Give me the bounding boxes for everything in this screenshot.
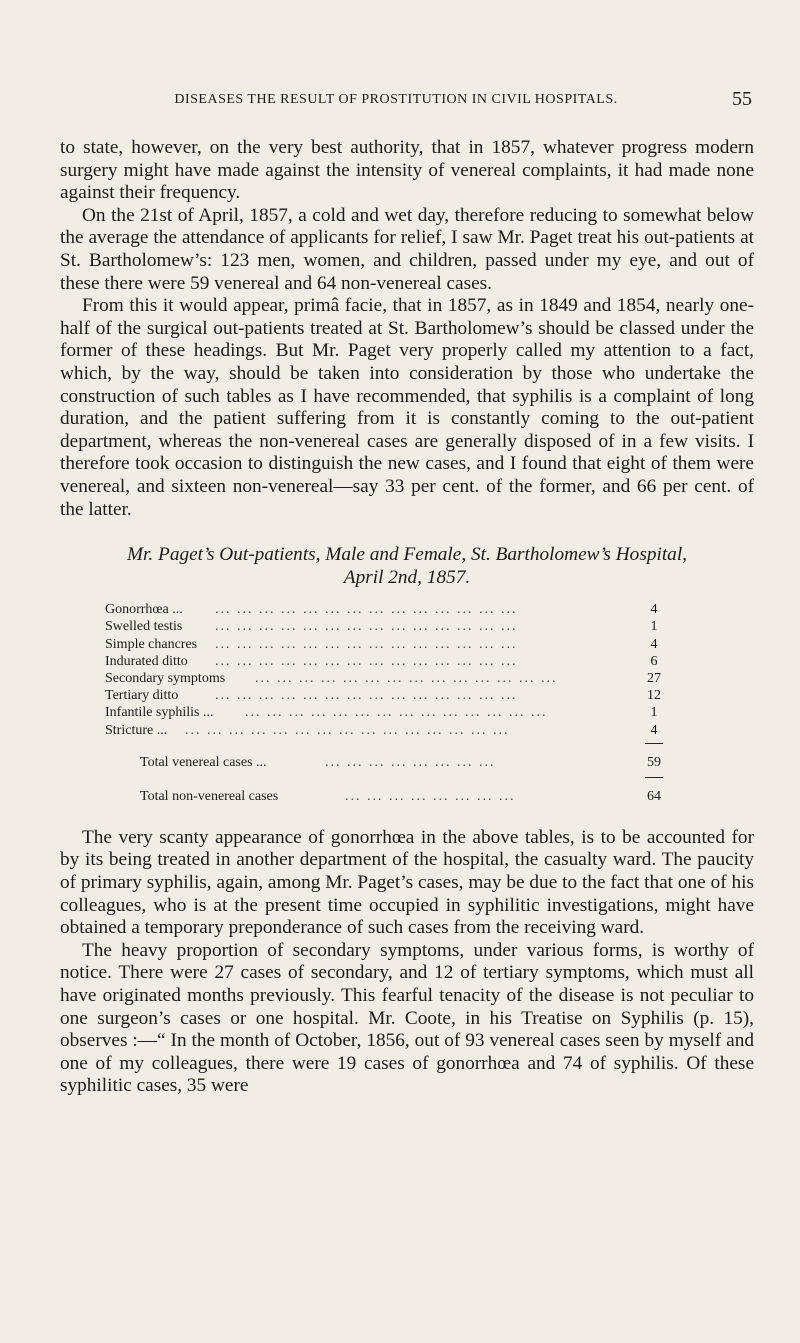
row-value: 4 — [650, 602, 658, 618]
row-label: Gonorrhœa ... — [105, 602, 183, 618]
paragraph: The very scanty appearance of gonorrhœa in the above tables, is to be accounted for by its being treated in another department of the hospital, the casualty ward. The paucity of primary syphilis, again, among Mr. Paget’s cases, may be due to the fact that one of his colleagues, who is at the present time occupied in syphilitic investigations, might have obtained a temporary preponderance of such cases from the receiving ward. — [60, 826, 754, 939]
total-venereal-row — [105, 753, 665, 773]
total-non-venereal-row — [105, 787, 665, 807]
row-label: Simple chancres — [105, 636, 198, 652]
row-value: 1 — [650, 619, 658, 635]
row-value: 1 — [650, 705, 658, 721]
table-row — [105, 653, 665, 670]
leader-dots: ... ... ... ... ... ... ... ... ... ... ... ... ... ... — [215, 636, 518, 652]
row-value: 4 — [650, 636, 658, 652]
total-label: Total venereal cases ... — [140, 754, 267, 770]
paragraph: to state, however, on the very best authority, that in 1857, whatever progress modern surgery might have made against the intensity of venereal complaints, it had made none against their frequency. — [60, 137, 754, 204]
row-label: Tertiary ditto — [105, 688, 179, 704]
running-head — [100, 88, 752, 118]
row-label: Infantile syphilis ... — [105, 705, 214, 721]
leader-dots: ... ... ... ... ... ... ... ... ... ... ... ... ... ... ... — [185, 722, 510, 738]
leader-dots: ... ... ... ... ... ... ... ... ... ... ... ... ... ... — [215, 602, 518, 618]
table-row — [105, 704, 665, 721]
leader-dots: ... ... ... ... ... ... ... ... ... ... ... ... ... ... — [215, 688, 518, 704]
page-number: 55 — [732, 88, 752, 110]
row-label: Secondary symptoms — [105, 671, 226, 687]
table-title-line: Mr. Paget’s Out-patients, Male and Female, St. Bartholomew’s Hospital, — [126, 544, 687, 566]
table-row — [105, 636, 665, 653]
leader-dots: ... ... ... ... ... ... ... ... — [345, 788, 516, 804]
leader-dots: ... ... ... ... ... ... ... ... ... ... ... ... ... ... — [245, 705, 548, 721]
cases-table — [105, 601, 665, 807]
leader-dots: ... ... ... ... ... ... ... ... ... ... ... ... ... ... — [215, 653, 518, 669]
table-title-line: April 2nd, 1857. — [343, 566, 471, 588]
paragraph: On the 21st of April, 1857, a cold and wet day, therefore reducing to somewhat below the average the attendance of applicants for relief, I saw Mr. Paget treat his out-patients at St. Bartholomew’s: 123 men, women, and children, passed under my eye, and out of these there were 59 venereal and 64 non-venereal cases. — [60, 204, 754, 294]
row-value: 6 — [650, 653, 658, 669]
table-row — [105, 670, 665, 687]
paragraph: The heavy proportion of secondary symptoms, under various forms, is worthy of notice. There were 27 cases of secondary, and 12 of tertiary symptoms, which must all have originated months previously. This fearful tenacity of the disease is not peculiar to one surgeon’s cases or one hospital. Mr. Coote, in his Treatise on Syphilis (p. 15), observes :—“ In the month of October, 1856, out of 93 venereal cases seen by myself and one of my colleagues, there were 19 cases of gonorrhœa and 74 of syphilis. Of these syphilitic cases, 35 were — [60, 939, 754, 1097]
row-value: 4 — [650, 722, 658, 738]
sum-rule — [105, 739, 665, 749]
table-row — [105, 722, 665, 739]
row-label: Swelled testis — [105, 619, 183, 635]
table-row — [105, 601, 665, 618]
leader-dots: ... ... ... ... ... ... ... ... — [325, 754, 496, 770]
page-body — [60, 137, 754, 1098]
total-value: 59 — [647, 754, 661, 770]
total-value: 64 — [647, 788, 661, 804]
sum-rule — [105, 773, 665, 783]
paragraph: From this it would appear, primâ facie, that in 1857, as in 1849 and 1854, nearly one-half of the surgical out-patients treated at St. Bartholomew’s should be classed under the former of these headings. But Mr. Paget very properly called my attention to a fact, which, by the way, should be taken into consideration by those who undertake the construction of such tables as I have recommended, that syphilis is a complaint of long duration, and the patient suffering from it is constantly coming to the out-patient department, whereas the non-venereal cases are generally disposed of in a few visits. I therefore took occasion to distinguish the new cases, and I found that eight of them were venereal, and sixteen non-venereal—say 33 per cent. of the former, and 66 per cent. of the latter. — [60, 295, 754, 520]
row-label: Stricture ... — [105, 722, 168, 738]
row-value: 12 — [647, 688, 661, 704]
total-label: Total non-venereal cases — [140, 788, 279, 804]
leader-dots: ... ... ... ... ... ... ... ... ... ... ... ... ... ... — [215, 619, 518, 635]
table-title — [60, 544, 754, 589]
running-title: DISEASES THE RESULT OF PROSTITUTION IN CIVIL HOSPITALS. — [174, 92, 618, 107]
table-row — [105, 618, 665, 635]
row-value: 27 — [647, 671, 661, 687]
row-label: Indurated ditto — [105, 653, 188, 669]
table-row — [105, 687, 665, 704]
leader-dots: ... ... ... ... ... ... ... ... ... ... ... ... ... ... — [255, 671, 558, 687]
